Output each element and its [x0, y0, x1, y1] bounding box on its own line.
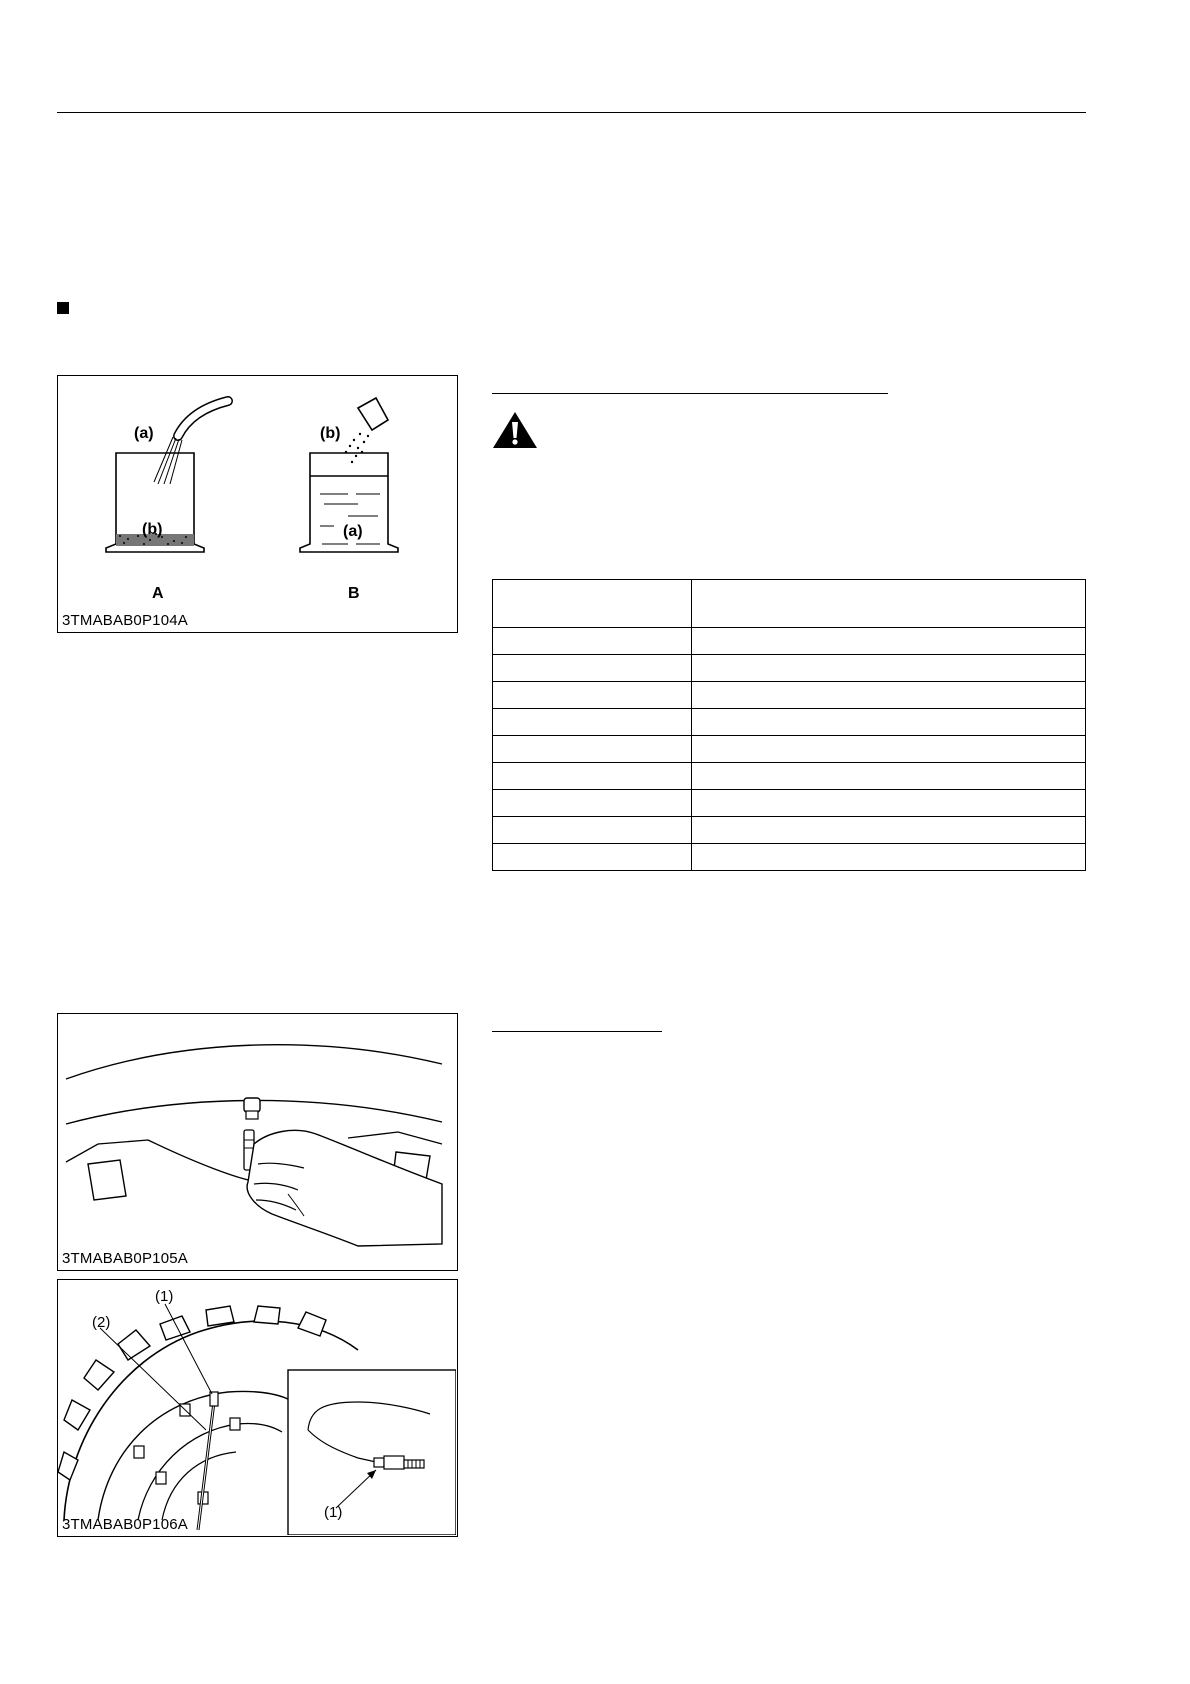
table-row [493, 817, 1086, 844]
table-cell [692, 736, 1086, 763]
figure-caption: 3TMABAB0P104A [62, 612, 188, 629]
table-cell [493, 790, 692, 817]
label-b-top: (b) [320, 425, 341, 442]
table-cell [692, 817, 1086, 844]
panel-label-a: A [152, 585, 164, 602]
table-cell [493, 763, 692, 790]
heading-underline [492, 1031, 662, 1032]
figure-tire-hose [57, 1279, 458, 1537]
figure-caption: 3TMABAB0P105A [62, 1250, 188, 1267]
table-row [493, 763, 1086, 790]
table-cell [692, 580, 1086, 628]
table-row [493, 682, 1086, 709]
table-cell [692, 790, 1086, 817]
header-rule [57, 112, 1086, 113]
table-header-row [493, 580, 1086, 628]
table-cell [493, 817, 692, 844]
table-cell [493, 736, 692, 763]
table-cell [493, 682, 692, 709]
table-row [493, 844, 1086, 871]
figure-valve-removal [57, 1013, 458, 1271]
table-cell [493, 655, 692, 682]
table-cell [692, 844, 1086, 871]
heading-underline [492, 393, 888, 394]
table-cell [692, 655, 1086, 682]
spec-table [492, 579, 1086, 871]
figure-mixing [57, 375, 458, 633]
callout-hose: (2) [92, 1314, 111, 1331]
table-row [493, 790, 1086, 817]
table-row [493, 628, 1086, 655]
table-cell [692, 628, 1086, 655]
warning-triangle-icon [492, 411, 538, 449]
table-row [493, 709, 1086, 736]
callout-valve-inset: (1) [324, 1504, 343, 1521]
valve-removal-illustration [58, 1014, 456, 1269]
table-cell [692, 763, 1086, 790]
label-b-inside: (b) [142, 521, 163, 538]
table-cell [493, 580, 692, 628]
label-a-inside: (a) [343, 523, 363, 540]
mixing-illustration [58, 376, 456, 631]
table-cell [692, 709, 1086, 736]
label-a-top: (a) [134, 425, 154, 442]
table-row [493, 736, 1086, 763]
table-row [493, 655, 1086, 682]
table-cell [692, 682, 1086, 709]
table-cell [493, 844, 692, 871]
table-cell [493, 709, 692, 736]
figure-caption: 3TMABAB0P106A [62, 1516, 188, 1533]
callout-valve: (1) [155, 1288, 174, 1305]
tire-hose-illustration [58, 1280, 456, 1535]
panel-label-b: B [348, 585, 360, 602]
square-bullet-icon [57, 302, 69, 314]
table-cell [493, 628, 692, 655]
